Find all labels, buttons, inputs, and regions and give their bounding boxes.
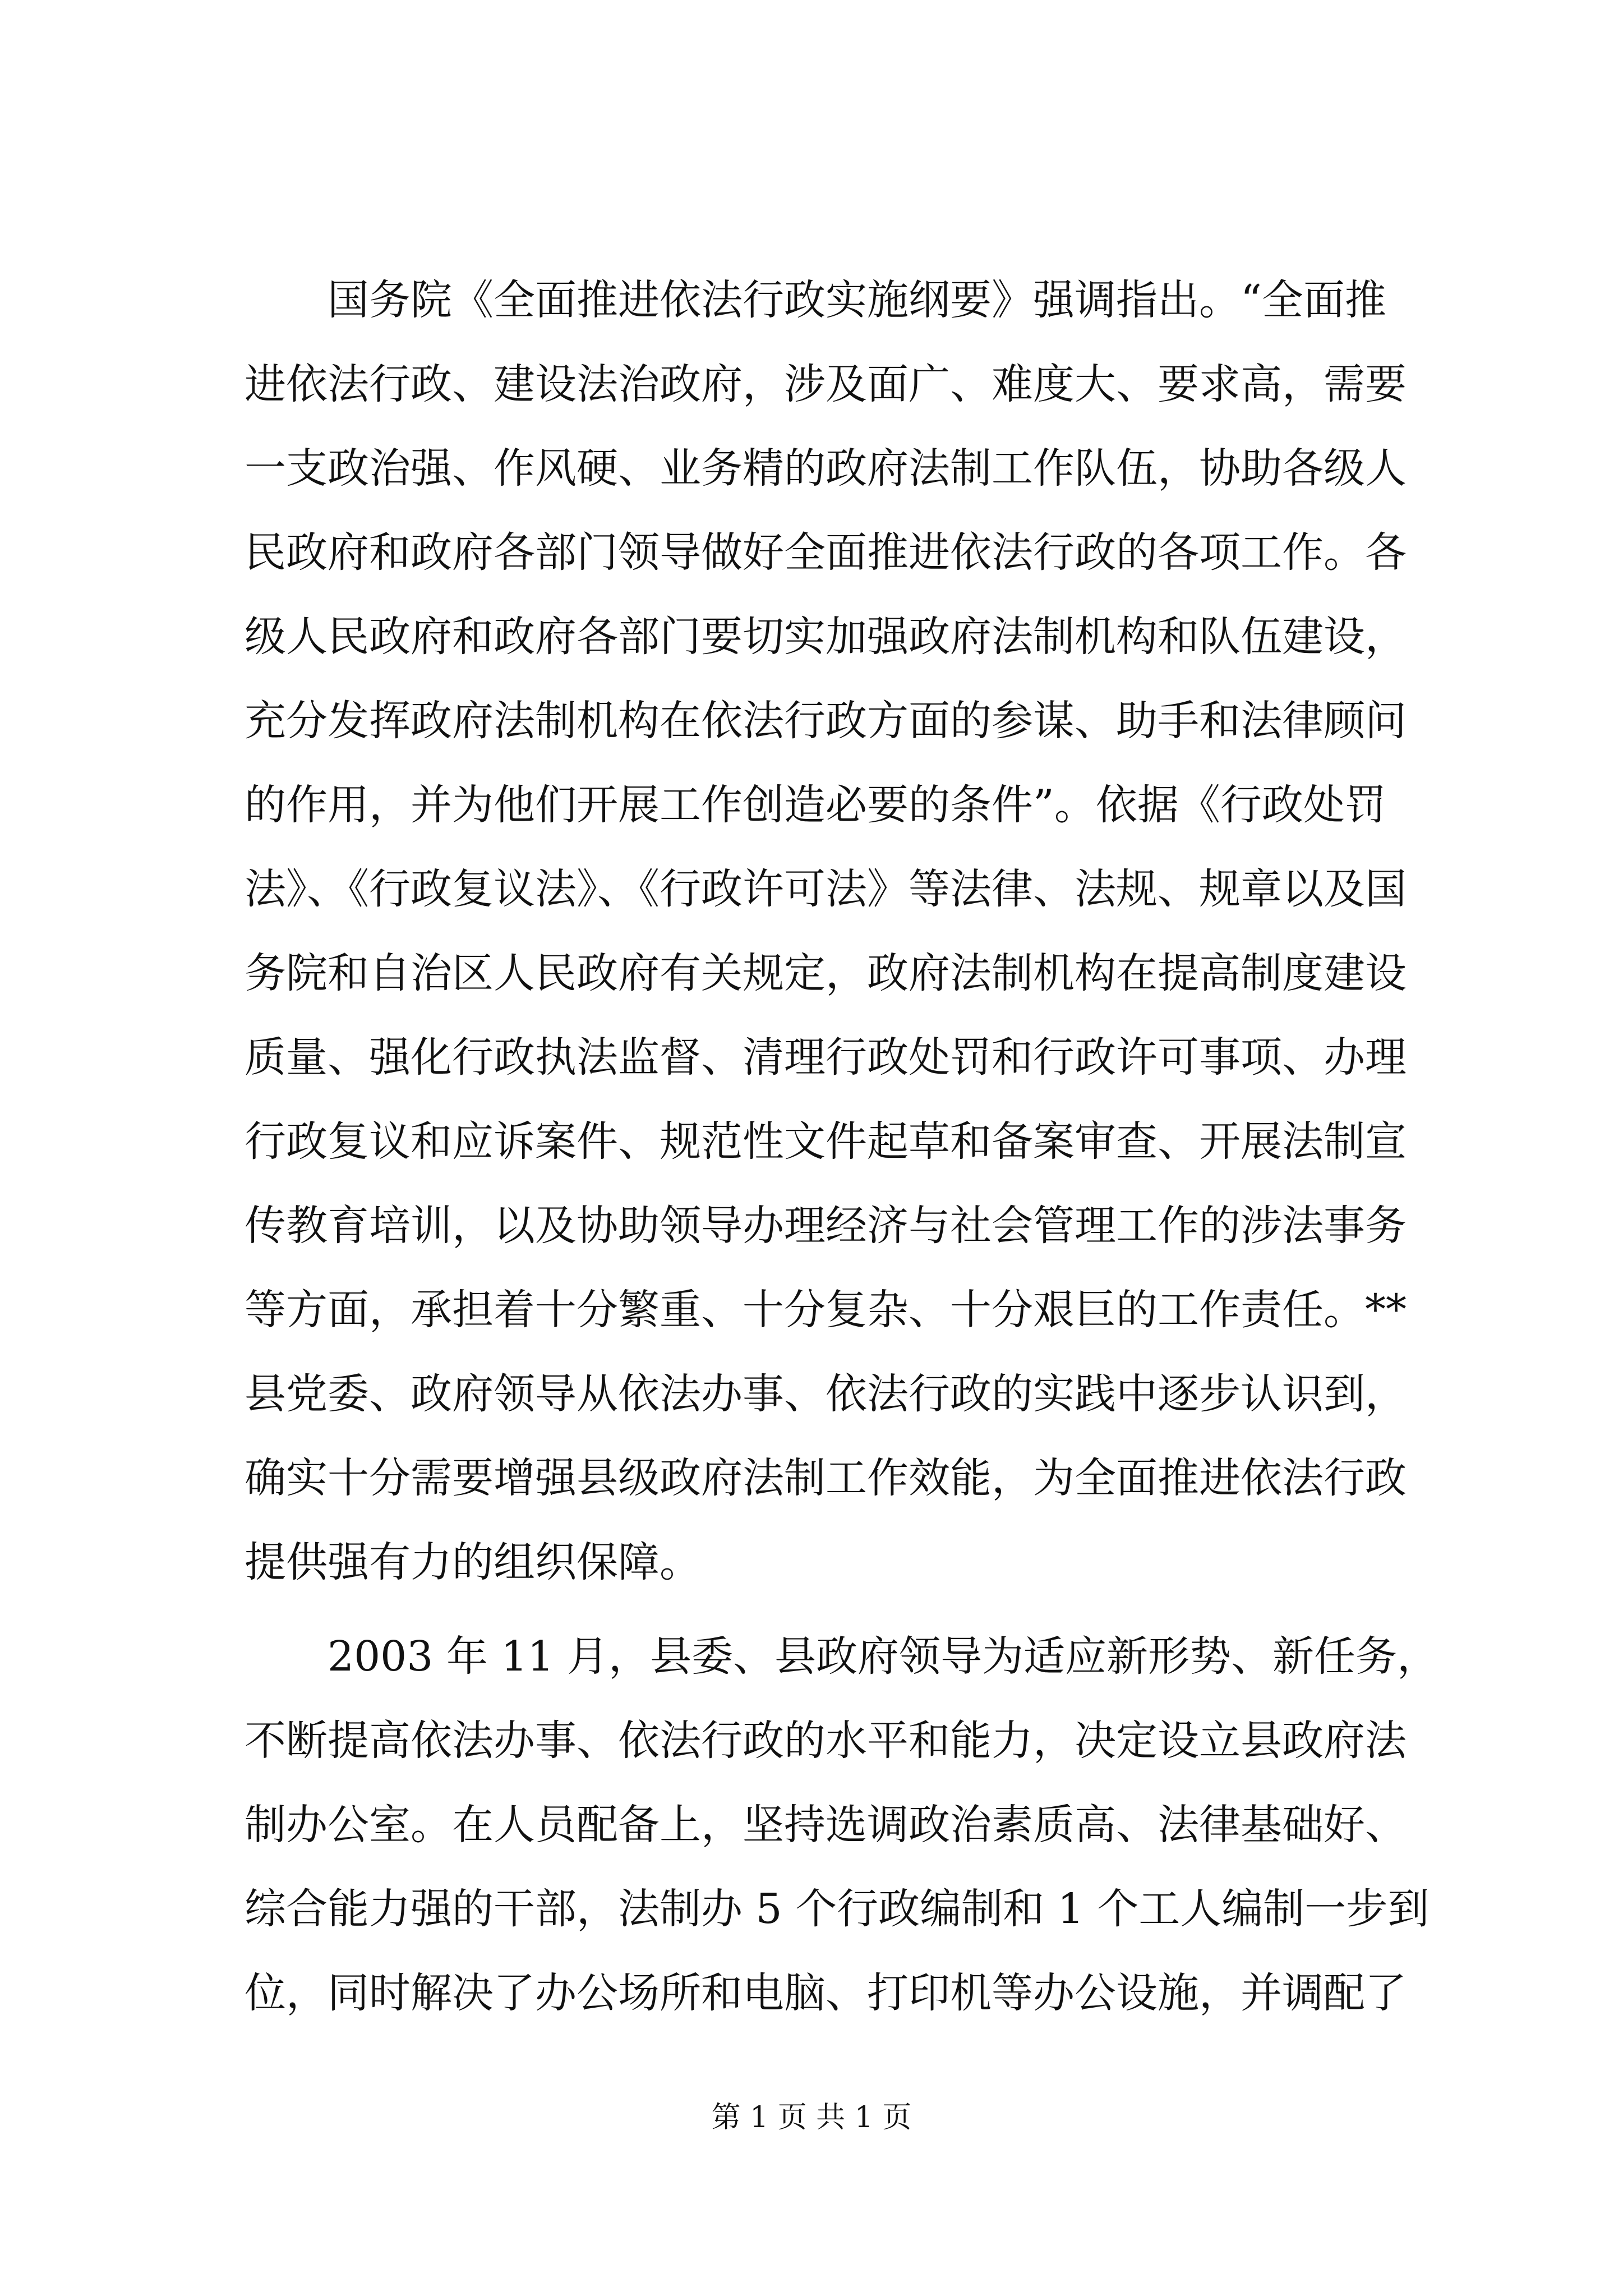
text-line: 的作用，并为他们开展工作创造必要的条件”。依据《行政处罚 xyxy=(245,781,1386,829)
paragraph-2 xyxy=(245,1614,1439,2035)
text-line: 一支政治强、作风硬、业务精的政府法制工作队伍，协助各级人 xyxy=(245,444,1407,493)
text-line: 行政复议和应诉案件、规范性文件起草和备案审查、开展法制宣 xyxy=(245,1117,1407,1166)
text-line: 法》、《行政复议法》、《行政许可法》等法律、法规、规章以及国 xyxy=(245,865,1407,913)
text-line: 质量、强化行政执法监督、清理行政处罚和行政许可事项、办理 xyxy=(245,1033,1407,1082)
text-line: 确实十分需要增强县级政府法制工作效能，为全面推进依法行政 xyxy=(245,1454,1407,1502)
text-line: 务院和自治区人民政府有关规定，政府法制机构在提高制度建设 xyxy=(245,949,1407,997)
document-body xyxy=(245,258,1439,2035)
text-line: 不断提高依法办事、依法行政的水平和能力，决定设立县政府法 xyxy=(245,1717,1407,1765)
paragraph-1 xyxy=(245,258,1422,1604)
page-footer xyxy=(0,2098,1623,2137)
text-line: 国务院《全面推进依法行政实施纲要》强调指出。“全面推 xyxy=(328,276,1386,324)
text-line: 位，同时解决了办公场所和电脑、打印机等办公设施，并调配了 xyxy=(245,1969,1407,2017)
page-number-label: 第 1 页 共 1 页 xyxy=(711,2101,912,2134)
text-line: 提供强有力的组织保障。 xyxy=(245,1538,701,1586)
text-line: 级人民政府和政府各部门要切实加强政府法制机构和队伍建设， xyxy=(245,613,1407,661)
text-line: 2003 年 11 月，县委、县政府领导为适应新形势、新任务， xyxy=(328,1632,1439,1681)
text-line: 充分发挥政府法制机构在依法行政方面的参谋、助手和法律顾问 xyxy=(245,697,1407,745)
text-line: 民政府和政府各部门领导做好全面推进依法行政的各项工作。各 xyxy=(245,528,1407,577)
text-line: 传教育培训，以及协助领导办理经济与社会管理工作的涉法事务 xyxy=(245,1202,1407,1250)
text-line: 县党委、政府领导从依法办事、依法行政的实践中逐步认识到， xyxy=(245,1370,1407,1418)
text-line: 综合能力强的干部，法制办 5 个行政编制和 1 个工人编制一步到 xyxy=(245,1885,1430,1933)
text-line: 等方面，承担着十分繁重、十分复杂、十分艰巨的工作责任。** xyxy=(245,1286,1407,1334)
text-line: 制办公室。在人员配备上，坚持选调政治素质高、法律基础好、 xyxy=(245,1801,1407,1849)
text-line: 进依法行政、建设法治政府，涉及面广、难度大、要求高，需要 xyxy=(245,360,1407,408)
